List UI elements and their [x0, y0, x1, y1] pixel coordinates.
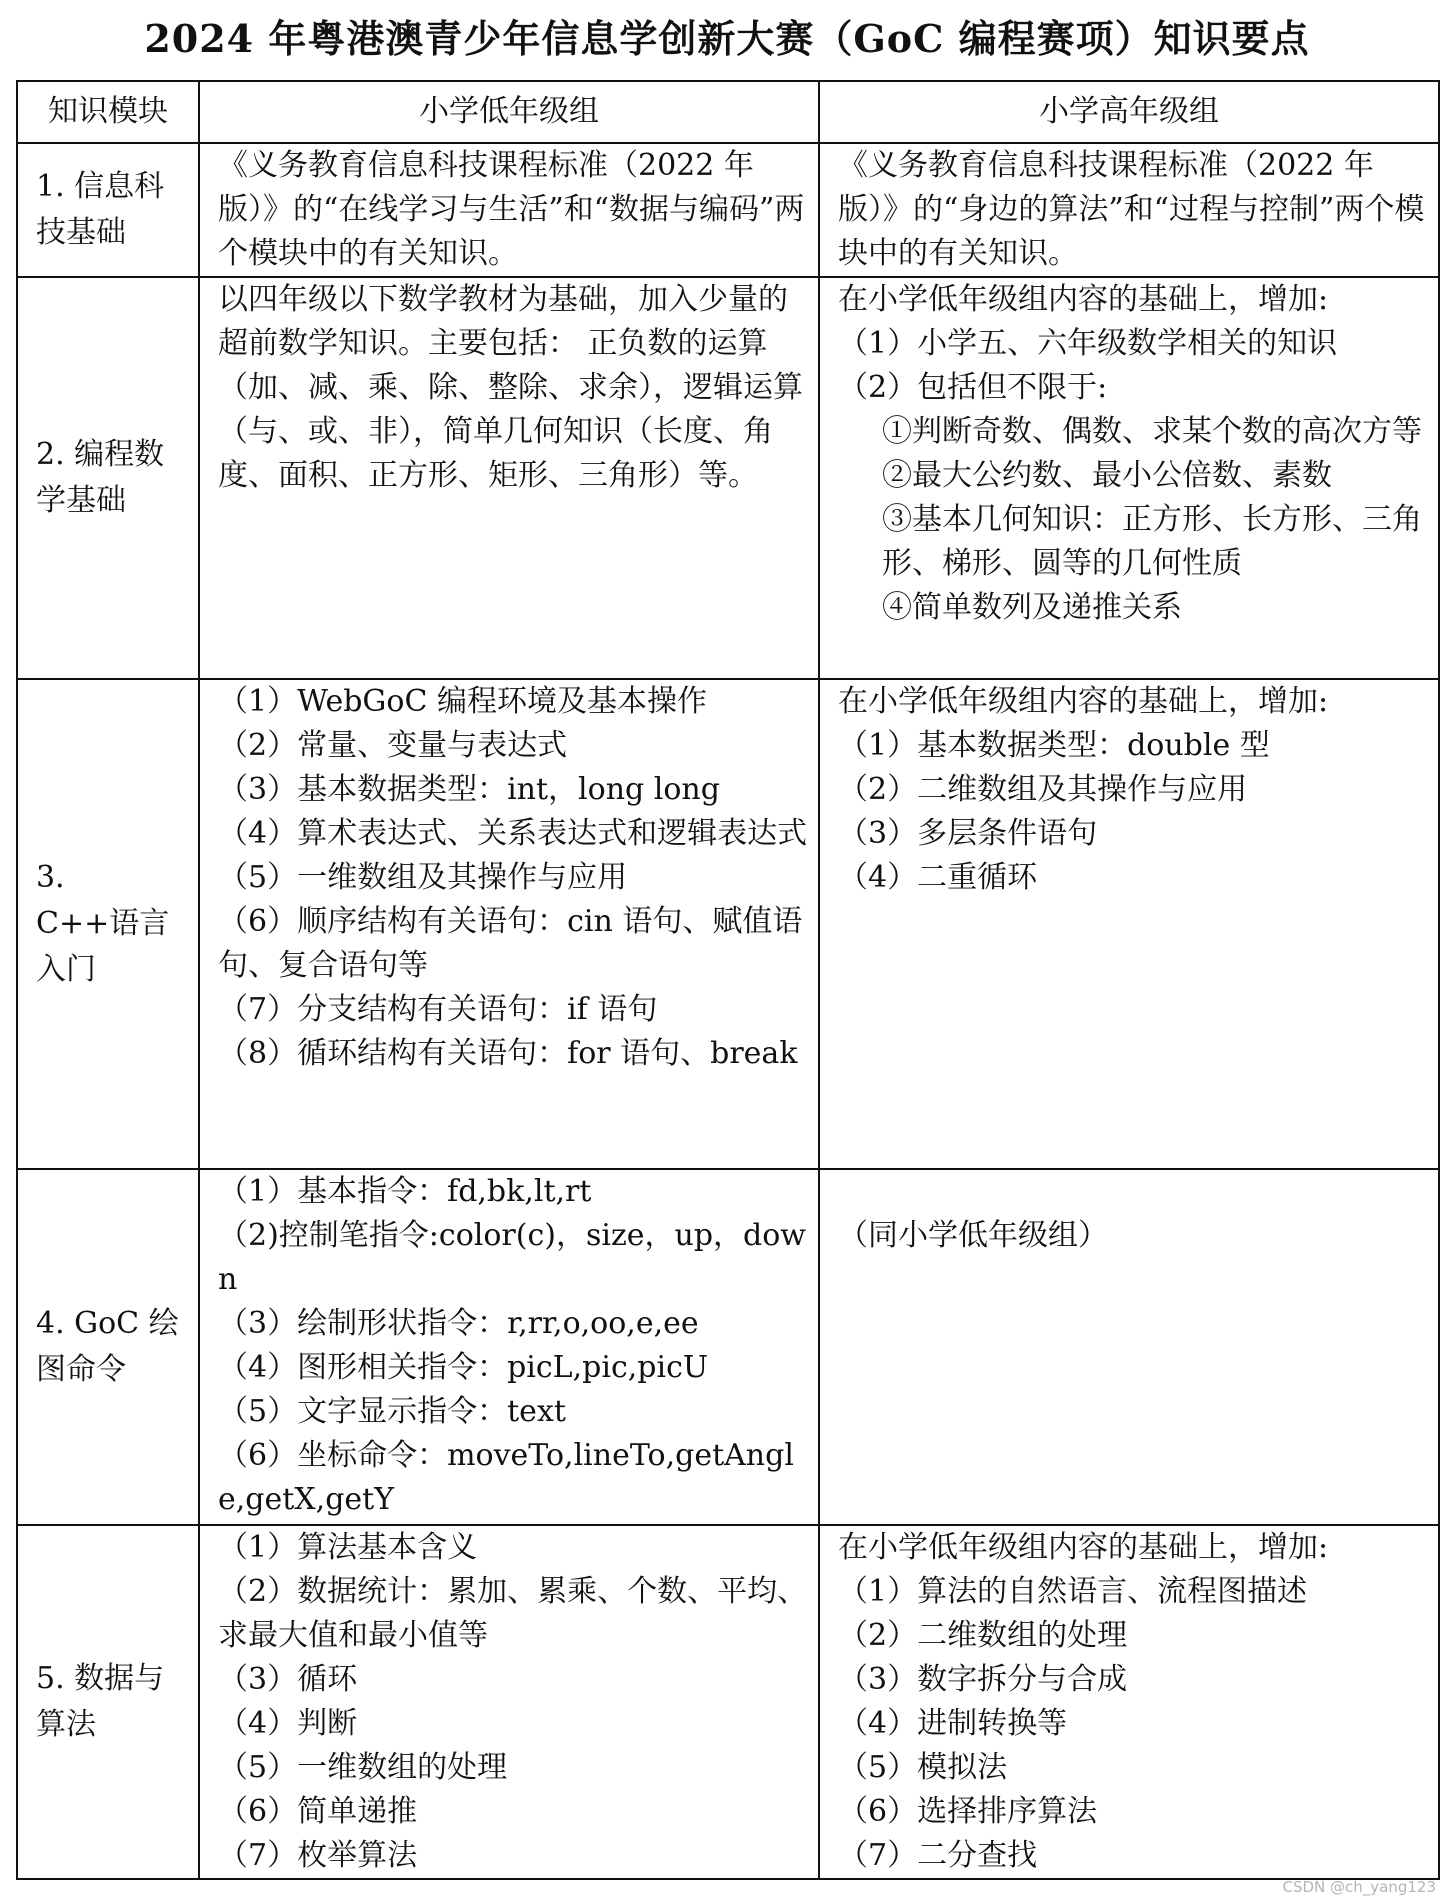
table-row	[17, 1169, 1439, 1525]
knowledge-table	[16, 80, 1440, 1880]
header-low-grade: 小学低年级组	[199, 81, 819, 143]
cell-text: （5）一维数组及其操作与应用	[218, 860, 628, 895]
module-cell: 4. GoC 绘图命令	[17, 1169, 199, 1525]
cell-text: （2）数据统计：累加、累乘、个数、平均、求最大值和最小值等	[218, 1574, 808, 1653]
high-grade-cell	[819, 1169, 1439, 1525]
module-cell: 1. 信息科技基础	[17, 143, 199, 277]
cell-text: （1）算法基本含义	[218, 1530, 478, 1565]
low-grade-cell	[199, 277, 819, 679]
cell-text: （6）坐标命令：moveTo,lineTo,getAngle,getX,getY	[218, 1438, 794, 1517]
cell-text: （1）算法的自然语言、流程图描述	[838, 1574, 1308, 1609]
cell-text: （7）二分查找	[838, 1838, 1038, 1873]
cell-text: 在小学低年级组内容的基础上，增加:	[838, 282, 1329, 317]
header-high-grade: 小学高年级组	[819, 81, 1439, 143]
cell-text: （同小学低年级组）	[838, 1218, 1108, 1253]
cell-text: 《义务教育信息科技课程标准（2022 年版）》的“身边的算法”和“过程与控制”两个模块中的有关知识。	[838, 148, 1425, 271]
cell-text: （3）基本数据类型：int，long long	[218, 772, 720, 807]
cell-text: （2）二维数组的处理	[838, 1618, 1128, 1653]
cell-text: 以四年级以下数学教材为基础，加入少量的超前数学知识。主要包括： 正负数的运算（加、减、乘、除、整除、求余），逻辑运算（与、或、非），简单几何知识（长度、角度、面积、正方形、矩形、三角形）等。	[218, 282, 803, 493]
cell-text: 在小学低年级组内容的基础上，增加:	[838, 684, 1329, 719]
low-grade-cell	[199, 143, 819, 277]
table-header-row	[17, 81, 1439, 143]
cell-text: （4）算术表达式、关系表达式和逻辑表达式	[218, 816, 808, 851]
cell-text: ④简单数列及递推关系	[882, 590, 1182, 625]
cell-text: （5）一维数组的处理	[218, 1750, 508, 1785]
cell-text: （8）循环结构有关语句：for 语句、break	[218, 1036, 798, 1071]
cell-text: （6）选择排序算法	[838, 1794, 1098, 1829]
high-grade-cell	[819, 679, 1439, 1169]
cell-text: （7）枚举算法	[218, 1838, 418, 1873]
cell-text: （5）模拟法	[838, 1750, 1008, 1785]
cell-text: （2）常量、变量与表达式	[218, 728, 568, 763]
high-grade-cell	[819, 143, 1439, 277]
cell-text: （7）分支结构有关语句：if 语句	[218, 992, 658, 1027]
cell-text: （2）二维数组及其操作与应用	[838, 772, 1248, 807]
cell-text: ②最大公约数、最小公倍数、素数	[882, 458, 1332, 493]
cell-text: （3）循环	[218, 1662, 358, 1697]
watermark-text: CSDN @ch_yang123	[1282, 1878, 1436, 1896]
cell-text: 《义务教育信息科技课程标准（2022 年版）》的“在线学习与生活”和“数据与编码”两个模块中的有关知识。	[218, 148, 805, 271]
cell-text: （1）基本指令：fd,bk,lt,rt	[218, 1174, 592, 1209]
cell-text: ①判断奇数、偶数、求某个数的高次方等	[882, 414, 1422, 449]
table-row	[17, 679, 1439, 1169]
module-cell: 5. 数据与算法	[17, 1525, 199, 1879]
cell-text: （4）二重循环	[838, 860, 1038, 895]
cell-text: （2）包括但不限于:	[838, 370, 1108, 405]
cell-text: 在小学低年级组内容的基础上，增加:	[838, 1530, 1329, 1565]
high-grade-cell	[819, 1525, 1439, 1879]
high-grade-cell	[819, 277, 1439, 679]
cell-text: （3）绘制形状指令：r,rr,o,oo,e,ee	[218, 1306, 699, 1341]
cell-text: （6）简单递推	[218, 1794, 418, 1829]
cell-text: （2)控制笔指令:color(c)，size，up，down	[218, 1218, 806, 1297]
cell-text: （5）文字显示指令：text	[218, 1394, 566, 1429]
page-title: 2024 年粤港澳青少年信息学创新大赛（GoC 编程赛项）知识要点	[144, 16, 1310, 61]
cell-text: （1）基本数据类型：double 型	[838, 728, 1270, 763]
cell-text: （1）WebGoC 编程环境及基本操作	[218, 684, 707, 719]
cell-text: （4）判断	[218, 1706, 358, 1741]
cell-text: （3）多层条件语句	[838, 816, 1098, 851]
cell-text: （4）进制转换等	[838, 1706, 1068, 1741]
cell-text: ③基本几何知识：正方形、长方形、三角形、梯形、圆等的几何性质	[882, 502, 1422, 581]
low-grade-cell	[199, 1169, 819, 1525]
module-cell: 2. 编程数学基础	[17, 277, 199, 679]
cell-text: （3）数字拆分与合成	[838, 1662, 1128, 1697]
table-row	[17, 1525, 1439, 1879]
table-row	[17, 277, 1439, 679]
module-cell: 3． C++语言入门	[17, 679, 199, 1169]
low-grade-cell	[199, 679, 819, 1169]
cell-text: （6）顺序结构有关语句：cin 语句、赋值语句、复合语句等	[218, 904, 803, 983]
low-grade-cell	[199, 1525, 819, 1879]
cell-text: （1）小学五、六年级数学相关的知识	[838, 326, 1338, 361]
cell-text: （4）图形相关指令：picL,pic,picU	[218, 1350, 709, 1385]
table-row	[17, 143, 1439, 277]
header-module: 知识模块	[17, 81, 199, 143]
